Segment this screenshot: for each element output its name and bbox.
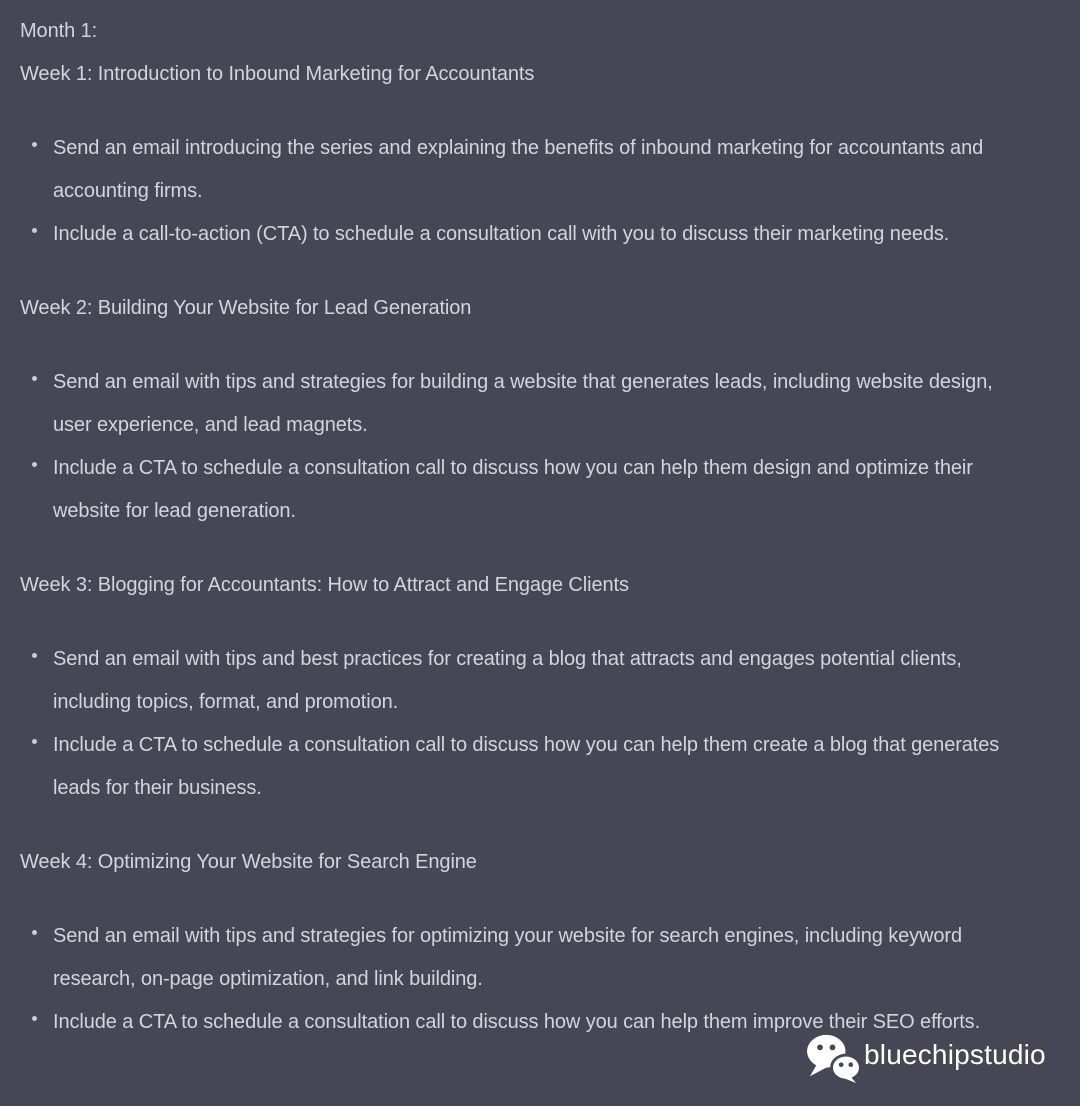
- week-heading: Week 1: Introduction to Inbound Marketing for Accountants: [20, 63, 535, 85]
- bullet-item: [20, 361, 1022, 447]
- bullet-item: [20, 638, 1022, 724]
- bullet-icon: [32, 1016, 37, 1021]
- bullet-icon: [32, 376, 37, 381]
- week-section: [20, 841, 1022, 1044]
- bullet-text: Include a CTA to schedule a consultation call to discuss how you can help them create a blog that generates leads for their business.: [53, 734, 1000, 799]
- bullet-item: [20, 127, 1022, 213]
- bullet-list: [20, 638, 1022, 810]
- watermark-label: bluechipstudio: [864, 1039, 1046, 1070]
- week-heading: Week 2: Building Your Website for Lead Generation: [20, 297, 472, 319]
- bullet-text: Send an email with tips and strategies for optimizing your website for search engines, including keyword research, on-page optimization, and link building.: [53, 925, 962, 990]
- bullet-icon: [32, 653, 37, 658]
- bullet-list: [20, 127, 1022, 256]
- bullet-text: Send an email with tips and strategies for building a website that generates leads, including website design, user experience, and lead magnets.: [53, 371, 993, 436]
- bullet-text: Send an email with tips and best practices for creating a blog that attracts and engages potential clients, including topics, format, and promotion.: [53, 648, 962, 713]
- week-heading: Week 3: Blogging for Accountants: How to Attract and Engage Clients: [20, 574, 629, 596]
- bullet-text: Include a CTA to schedule a consultation call to discuss how you can help them improve their SEO efforts.: [53, 1011, 981, 1033]
- bullet-item: [20, 447, 1022, 533]
- week-sections: [20, 53, 1022, 1044]
- wechat-icon: [806, 1033, 860, 1083]
- bullet-item: [20, 915, 1022, 1001]
- bullet-icon: [32, 228, 37, 233]
- month-label: Month 1:: [20, 20, 98, 42]
- bullet-list: [20, 361, 1022, 533]
- week-section: [20, 287, 1022, 533]
- bullet-item: [20, 213, 1022, 256]
- bullet-icon: [32, 462, 37, 467]
- week-section: [20, 564, 1022, 810]
- bullet-list: [20, 915, 1022, 1044]
- week-section: [20, 53, 1022, 256]
- bullet-item: [20, 724, 1022, 810]
- bullet-icon: [32, 142, 37, 147]
- bullet-text: Send an email introducing the series and explaining the benefits of inbound marketing for accountants and accounting firms.: [53, 137, 984, 202]
- bullet-icon: [32, 930, 37, 935]
- watermark: [806, 1033, 1046, 1083]
- week-heading: Week 4: Optimizing Your Website for Search Engine: [20, 851, 477, 873]
- bullet-text: Include a call-to-action (CTA) to schedule a consultation call with you to discuss their marketing needs.: [53, 223, 950, 245]
- bullet-icon: [32, 739, 37, 744]
- bullet-text: Include a CTA to schedule a consultation call to discuss how you can help them design and optimize their website for lead generation.: [53, 457, 973, 522]
